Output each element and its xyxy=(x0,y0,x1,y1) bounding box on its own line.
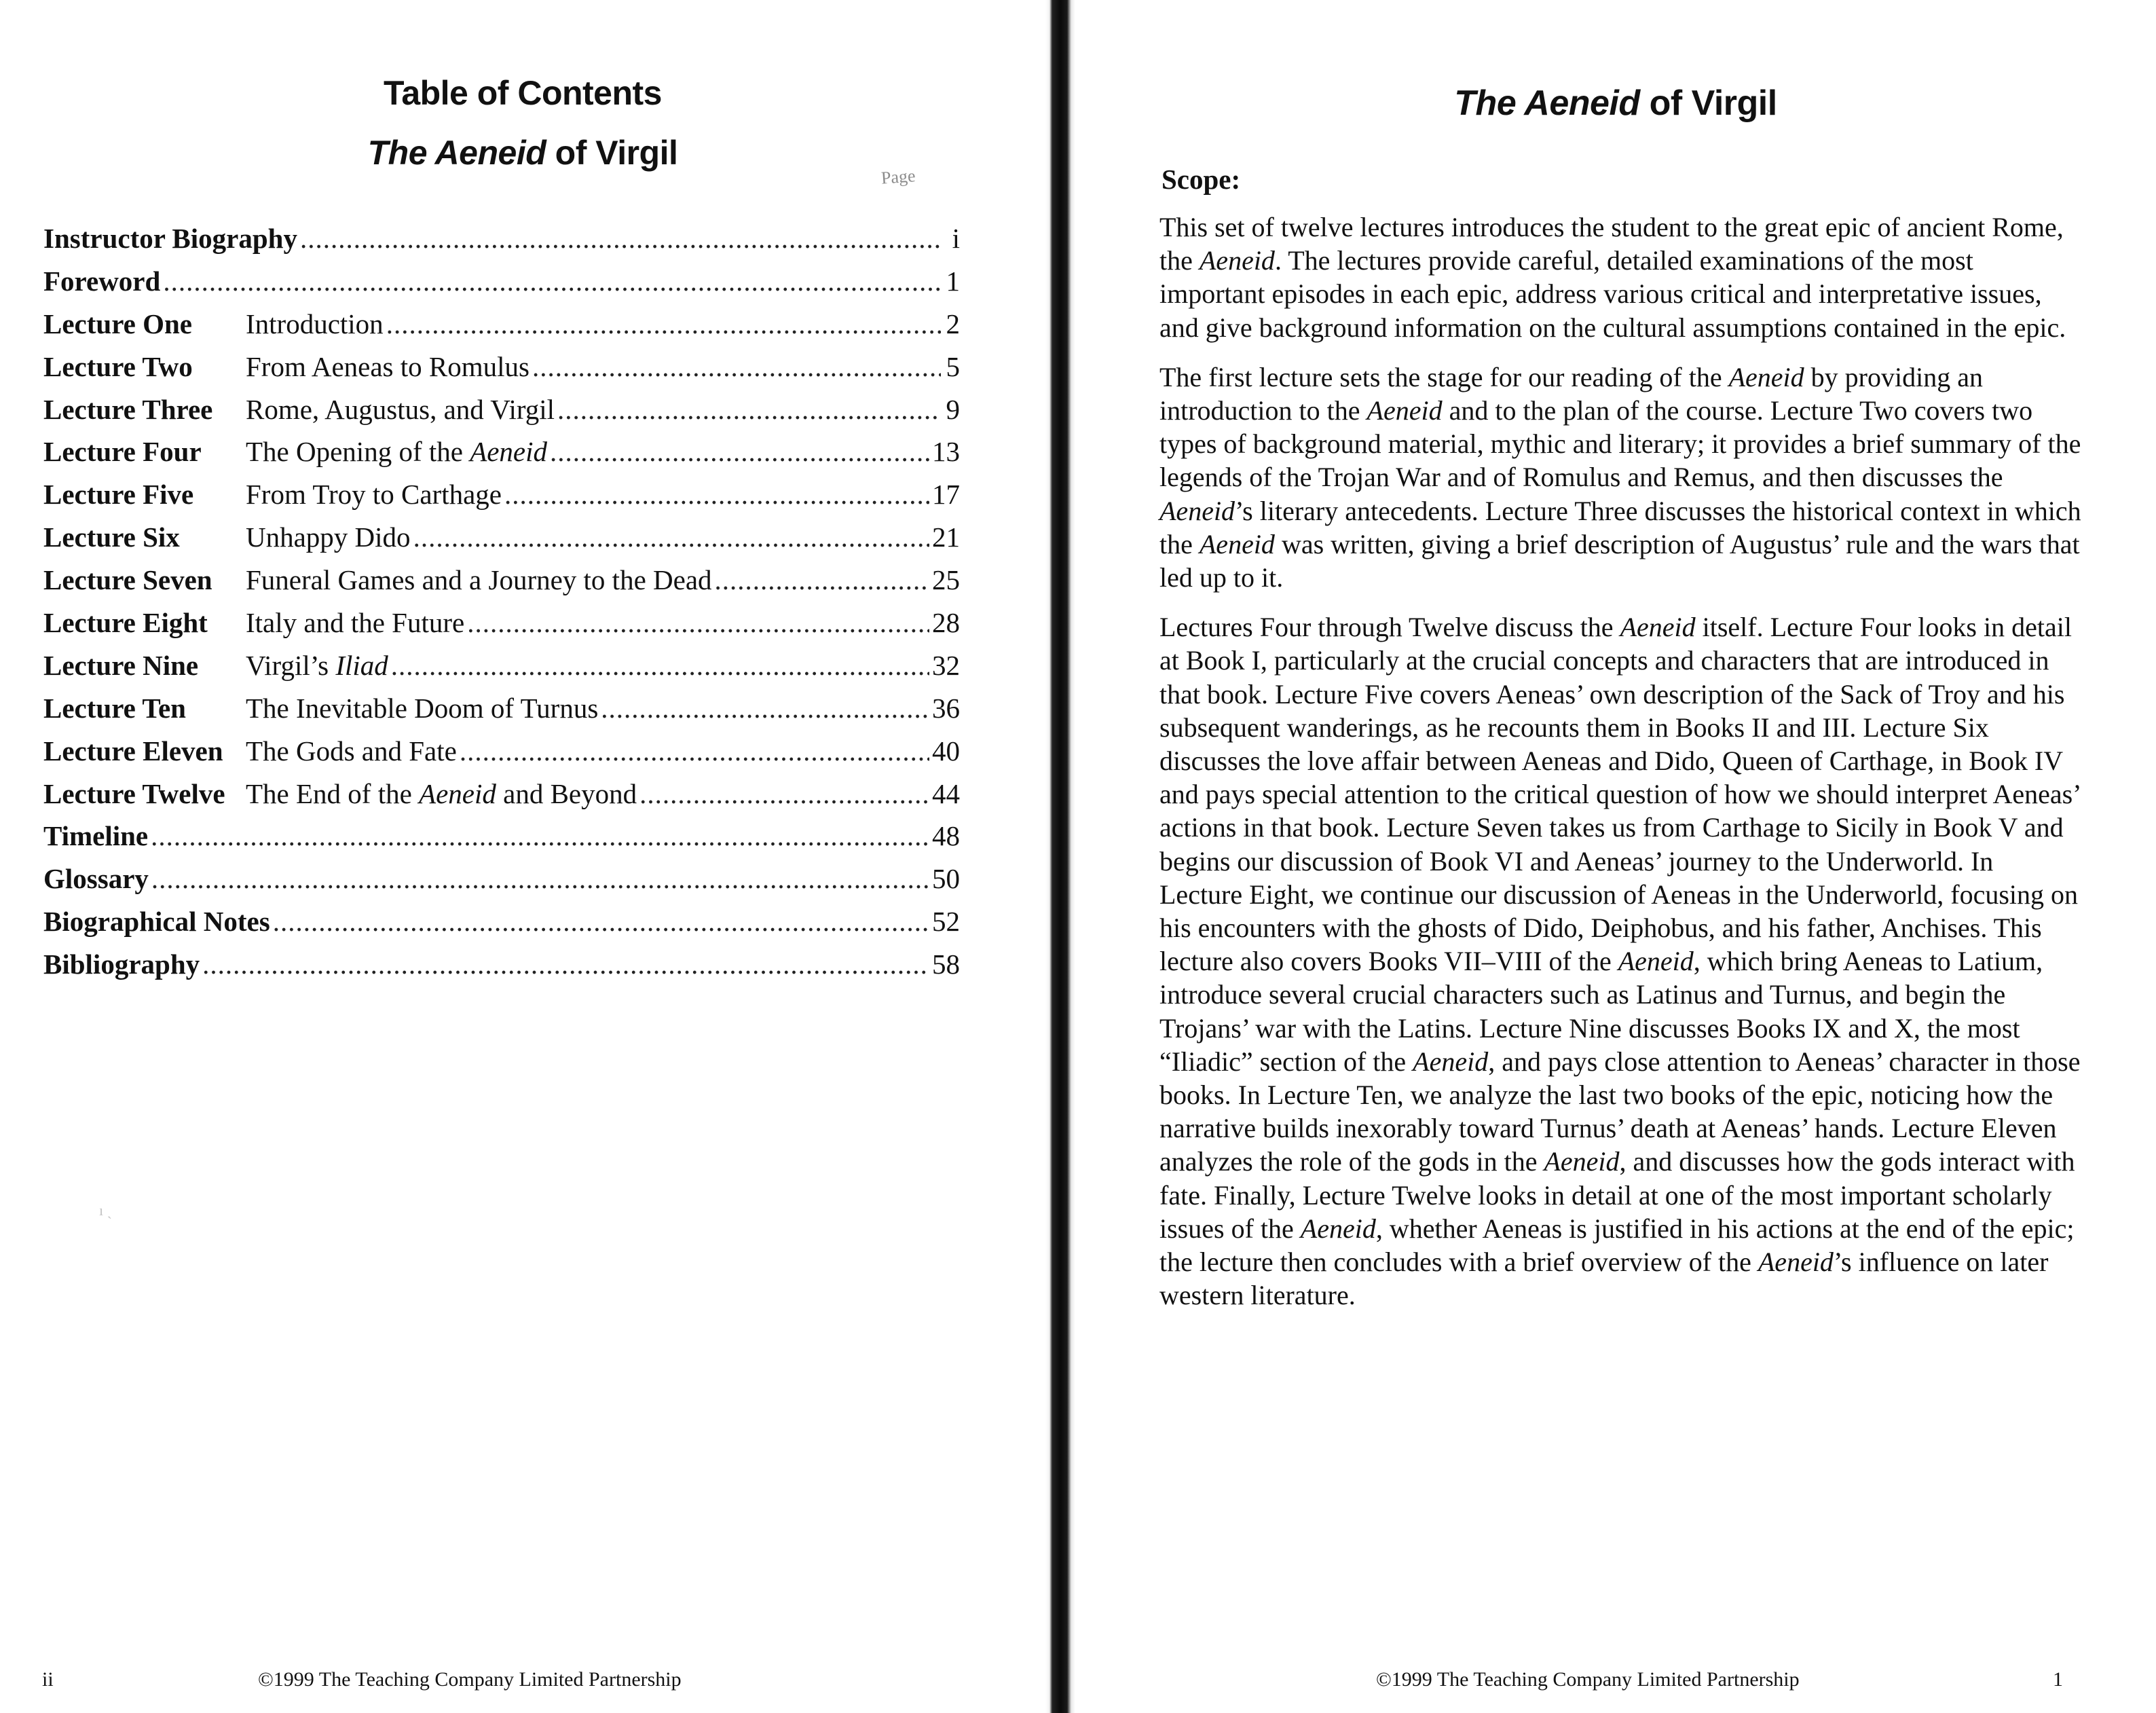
italic-title-text: Aeneid xyxy=(1413,1046,1489,1077)
scope-body xyxy=(1159,210,2083,1329)
paragraph-text: This set of twelve lectures introduces the student to the great epic of ancient Rome, the xyxy=(1159,212,2064,276)
paragraph-text: . The lectures provide careful, detailed examinations of the most important episodes in each epic, address various critical and interpretative issues, and give background information on the cultural assumptions contained in the epic. xyxy=(1159,245,2066,343)
toc-title-text: From Troy to Carthage xyxy=(246,479,502,511)
toc-row xyxy=(43,430,960,473)
left-page-number: ii xyxy=(42,1668,54,1691)
right-title-rest: of Virgil xyxy=(1639,84,1777,123)
toc-row xyxy=(43,687,960,730)
toc-entry-label: Glossary xyxy=(43,863,149,895)
toc-row xyxy=(43,217,960,260)
toc-row xyxy=(43,858,960,900)
paragraph-text: ’s literary antecedents. Lecture Three discusses the historical context in which the xyxy=(1159,495,2081,559)
scope-paragraph xyxy=(1159,361,2083,594)
toc-entry-title xyxy=(246,730,457,773)
toc-leader-dots xyxy=(532,346,941,388)
toc-entry-label: Lecture Five xyxy=(43,479,194,511)
toc-title-text: The Opening of the xyxy=(246,436,470,468)
italic-title-text: Aeneid xyxy=(1544,1146,1620,1177)
left-footer-copyright: ©1999 The Teaching Company Limited Partnership xyxy=(258,1668,682,1691)
toc-entry-title xyxy=(246,473,502,516)
italic-title-text: Aeneid xyxy=(1728,361,1804,392)
toc-heading: Table of Contents xyxy=(383,74,662,112)
toc-leader-dots xyxy=(715,559,929,602)
toc-row xyxy=(43,900,960,943)
toc-entry-label: Lecture Three xyxy=(43,393,213,425)
toc-title-italic: Aeneid xyxy=(470,436,548,468)
toc-page-number: 9 xyxy=(946,393,960,425)
toc-row xyxy=(43,388,960,431)
paragraph-text: itself. Lecture Four looks in detail at Book I, particularly at the crucial concepts and characters that are introduced in that book. Lecture Five covers Aeneas’ own description of the Sack of Troy and his subsequent wanderings, as he recounts them in Books II and III. Lecture Six discusses the love affair between Aeneas and Dido, Queen of Carthage, in Book IV and pays special attention to the critical question of how we should interpret Aeneas’ actions in that book. Lecture Seven takes us from Carthage to Sicily in Book V and begins our discussion of Book VI and Aeneas’ journey to the Underworld. In Lecture Eight, we continue our discussion of Aeneas in the Underworld, focusing on his encounters with the ghosts of Dido, Deiphobus, and his father, Anchises. This lecture also covers Books VII–VIII of the xyxy=(1159,612,2080,977)
toc-page-number: 44 xyxy=(932,777,960,809)
toc-entry-label: Lecture Nine xyxy=(43,649,199,681)
toc-row xyxy=(43,815,960,858)
toc-entry-title xyxy=(246,687,598,730)
toc-leader-dots xyxy=(273,900,929,943)
toc-entry-title xyxy=(246,559,712,602)
toc-leader-dots xyxy=(391,644,929,687)
scan-speck: ı ˎ xyxy=(99,1202,112,1219)
toc-title-italic: Iliad xyxy=(335,649,388,681)
toc-page-number: 28 xyxy=(932,607,960,639)
paragraph-text: , and discusses how the gods interact with fate. Finally, Lecture Twelve looks in detail at one of the most important scholarly issues of the xyxy=(1159,1146,2075,1244)
toc-title-text: The End of the xyxy=(246,777,420,809)
paragraph-text: , whether Aeneas is justified in his actions at the end of the epic; the lecture then concludes with a brief overview of the xyxy=(1159,1213,2075,1278)
toc-title-text: Unhappy Dido xyxy=(246,521,411,553)
toc-entry-title xyxy=(246,602,464,644)
paragraph-text: was written, giving a brief description of Augustus’ rule and the wars that led up to it. xyxy=(1159,528,2080,593)
toc-page-number: 32 xyxy=(932,649,960,681)
scope-paragraph xyxy=(1159,610,2083,1312)
toc-page-number: 36 xyxy=(932,692,960,724)
toc-leader-dots xyxy=(151,815,929,858)
toc-title-text: Italy and the Future xyxy=(246,607,465,639)
right-page-title xyxy=(1075,83,2156,124)
toc-leader-dots xyxy=(504,473,929,516)
italic-title-text: Aeneid xyxy=(1199,245,1275,276)
scope-paragraph xyxy=(1159,210,2083,344)
toc-row xyxy=(43,602,960,644)
toc-row xyxy=(43,943,960,986)
italic-title-text: Aeneid xyxy=(1300,1213,1376,1244)
toc-subtitle xyxy=(0,133,1045,172)
toc-leader-dots xyxy=(639,773,929,815)
toc-page-number: 13 xyxy=(932,436,960,468)
toc-entry-label: Foreword xyxy=(43,265,161,297)
toc-title-text: The Gods and Fate xyxy=(246,735,457,767)
toc-page-number: 2 xyxy=(946,308,960,339)
paragraph-text: The first lecture sets the stage for our reading of the xyxy=(1159,361,1729,392)
toc-page-number: 50 xyxy=(932,863,960,895)
toc-row xyxy=(43,644,960,687)
page-column-label: Page xyxy=(880,166,916,188)
right-footer-copyright: ©1999 The Teaching Company Limited Partnership xyxy=(1376,1668,1800,1691)
right-title-italic: The Aeneid xyxy=(1454,84,1640,123)
toc-title-text: From Aeneas to Romulus xyxy=(246,350,529,382)
toc-row xyxy=(43,516,960,559)
toc-entry-label: Lecture Twelve xyxy=(43,777,225,809)
toc-page-number: 1 xyxy=(946,265,960,297)
toc-subtitle-italic: The Aeneid xyxy=(367,134,546,172)
toc-page-number: 58 xyxy=(932,948,960,980)
italic-title-text: Aeneid xyxy=(1367,395,1443,426)
book-gutter xyxy=(1045,0,1075,1713)
toc-page-number: 48 xyxy=(932,820,960,852)
toc-title-text: Virgil’s xyxy=(246,649,336,681)
toc-entry-label: Instructor Biography xyxy=(43,223,297,254)
toc-subtitle-rest: of Virgil xyxy=(546,134,678,172)
paragraph-text: Lectures Four through Twelve discuss the xyxy=(1159,612,1620,643)
toc-page-number: 40 xyxy=(932,735,960,767)
toc-leader-dots xyxy=(557,388,941,431)
toc-leader-dots xyxy=(467,602,929,644)
toc-entry-title xyxy=(246,644,388,687)
toc-entry-title xyxy=(246,430,547,473)
right-page-number: 1 xyxy=(2053,1668,2063,1691)
toc-leader-dots xyxy=(151,858,929,900)
toc-row xyxy=(43,473,960,516)
toc-row xyxy=(43,773,960,815)
toc-entry-label: Lecture Seven xyxy=(43,564,212,596)
toc-entry-label: Bibliography xyxy=(43,948,200,980)
paragraph-text: and to the plan of the course. Lecture Two covers two types of background material, mythic and literary; it provides a brief summary of the legends of the Trojan War and of Romulus and Remus, and then discusses the xyxy=(1159,395,2081,493)
toc-list xyxy=(43,217,960,986)
toc-entry-label: Lecture One xyxy=(43,308,192,339)
italic-title-text: Aeneid xyxy=(1620,612,1696,643)
toc-page-number: 17 xyxy=(932,479,960,511)
toc-leader-dots xyxy=(163,260,941,303)
toc-entry-title xyxy=(246,346,529,388)
toc-entry-title xyxy=(246,303,384,346)
toc-leader-dots xyxy=(550,430,929,473)
toc-page-number: 25 xyxy=(932,564,960,596)
toc-title-text: Rome, Augustus, and Virgil xyxy=(246,393,555,425)
toc-entry-title xyxy=(246,773,637,815)
toc-entry-label: Biographical Notes xyxy=(43,906,270,938)
toc-entry-label: Lecture Eight xyxy=(43,607,208,639)
toc-leader-dots xyxy=(413,516,929,559)
toc-row xyxy=(43,260,960,303)
toc-leader-dots xyxy=(601,687,929,730)
toc-leader-dots xyxy=(386,303,941,346)
toc-page-number: i xyxy=(952,223,960,254)
toc-leader-dots xyxy=(202,943,929,986)
toc-row xyxy=(43,730,960,773)
italic-title-text: Aeneid xyxy=(1159,495,1235,526)
left-page xyxy=(0,0,1045,1713)
paragraph-text: , which bring Aeneas to Latium, introduce several crucial characters such as Latinus and Turnus, and begin the Trojans’ war with the Latins. Lecture Nine discusses Books IX and X, the most “Iliadic” section of the xyxy=(1159,946,2043,1077)
toc-entry-title xyxy=(246,388,555,431)
toc-page-number: 21 xyxy=(932,521,960,553)
toc-row xyxy=(43,303,960,346)
toc-leader-dots xyxy=(300,217,941,260)
toc-entry-label: Lecture Six xyxy=(43,521,180,553)
toc-row xyxy=(43,559,960,602)
toc-page-number: 52 xyxy=(932,906,960,938)
toc-entry-label: Timeline xyxy=(43,820,149,852)
toc-row xyxy=(43,346,960,388)
toc-title-after: and Beyond xyxy=(496,777,637,809)
paragraph-text: by providing an introduction to the xyxy=(1159,361,1983,426)
scope-label: Scope: xyxy=(1161,164,1241,195)
paragraph-text: , and pays close attention to Aeneas’ character in those books. In Lecture Ten, we analyze the last two books of the epic, noticing how the narrative builds inexorably toward Turnus’ death at Aeneas’ hands. Lecture Eleven analyzes the role of the gods in the xyxy=(1159,1046,2081,1177)
toc-page-number: 5 xyxy=(946,350,960,382)
toc-title-text: Introduction xyxy=(246,308,384,339)
toc-title-text: The Inevitable Doom of Turnus xyxy=(246,692,599,724)
toc-entry-label: Lecture Two xyxy=(43,350,193,382)
toc-title-italic: Aeneid xyxy=(419,777,496,809)
paragraph-text: ’s influence on later western literature. xyxy=(1159,1247,2049,1311)
toc-entry-title xyxy=(246,516,411,559)
italic-title-text: Aeneid xyxy=(1199,528,1275,559)
toc-entry-label: Lecture Ten xyxy=(43,692,186,724)
italic-title-text: Aeneid xyxy=(1618,946,1694,977)
toc-entry-label: Lecture Eleven xyxy=(43,735,223,767)
toc-title-text: Funeral Games and a Journey to the Dead xyxy=(246,564,712,596)
italic-title-text: Aeneid xyxy=(1758,1247,1834,1278)
toc-entry-label: Lecture Four xyxy=(43,436,202,468)
right-page xyxy=(1075,0,2156,1713)
toc-leader-dots xyxy=(460,730,929,773)
